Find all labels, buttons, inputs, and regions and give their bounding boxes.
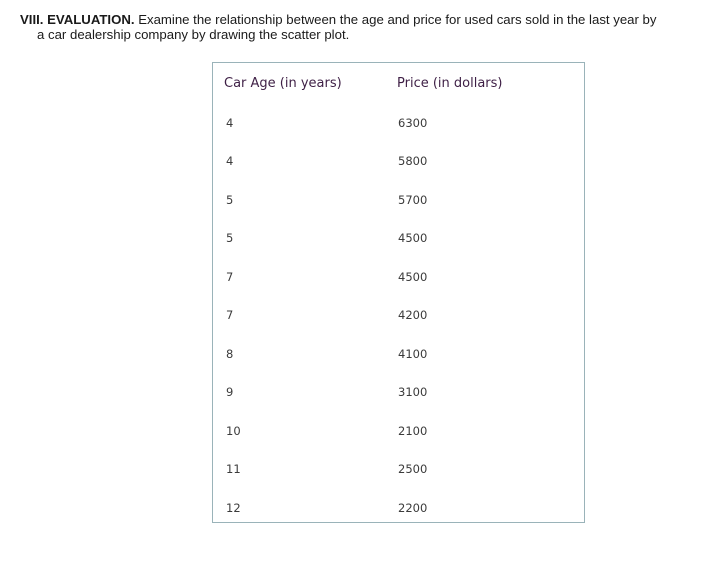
instructions-line-1 bbox=[20, 12, 720, 27]
header-price: Price (in dollars) bbox=[397, 76, 503, 91]
price-cell: 4500 bbox=[398, 231, 428, 245]
price-cell: 3100 bbox=[398, 385, 428, 399]
age-cell: 11 bbox=[226, 462, 241, 476]
price-cell: 4500 bbox=[398, 270, 428, 284]
price-cell: 6300 bbox=[398, 116, 428, 130]
age-cell: 10 bbox=[226, 424, 241, 438]
section-label: VIII. EVALUATION. bbox=[20, 12, 135, 27]
instructions bbox=[20, 12, 720, 42]
instructions-text: Examine the relationship between the age and price for used cars sold in the last year by bbox=[134, 12, 657, 27]
price-cell: 4100 bbox=[398, 347, 428, 361]
header-car-age: Car Age (in years) bbox=[224, 76, 342, 91]
age-cell: 5 bbox=[226, 231, 234, 245]
age-cell: 12 bbox=[226, 501, 241, 515]
age-cell: 8 bbox=[226, 347, 234, 361]
instructions-line-2: a car dealership company by drawing the scatter plot. bbox=[37, 27, 350, 42]
age-cell: 7 bbox=[226, 308, 234, 322]
age-cell: 5 bbox=[226, 193, 234, 207]
price-cell: 4200 bbox=[398, 308, 428, 322]
price-cell: 2200 bbox=[398, 501, 428, 515]
price-cell: 2100 bbox=[398, 424, 428, 438]
price-cell: 5800 bbox=[398, 154, 428, 168]
age-cell: 7 bbox=[226, 270, 234, 284]
age-cell: 4 bbox=[226, 116, 234, 130]
price-cell: 5700 bbox=[398, 193, 428, 207]
car-data-table bbox=[212, 62, 585, 523]
age-cell: 9 bbox=[226, 385, 234, 399]
age-cell: 4 bbox=[226, 154, 234, 168]
price-cell: 2500 bbox=[398, 462, 428, 476]
